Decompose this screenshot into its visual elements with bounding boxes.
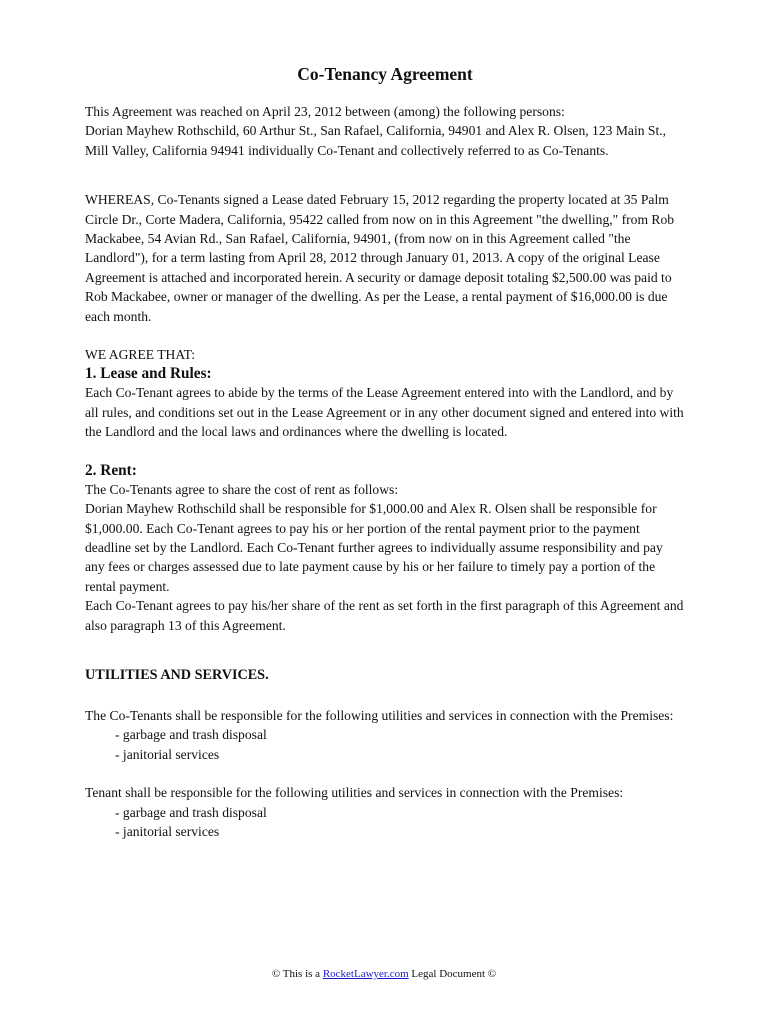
section-2-intro: The Co-Tenants agree to share the cost of rent as follows: xyxy=(85,481,399,497)
utilities-heading: UTILITIES AND SERVICES. xyxy=(85,666,269,683)
intro-parties: Dorian Mayhew Rothschild, 60 Arthur St., San Rafael, California, 94901 and Alex R. Olsen, 123 Main St., Mill Valley, California 94941 individually Co-Tenant and collectively referred to as Co-Tenants. xyxy=(85,123,667,158)
intro-line: This Agreement was reached on April 23, 2012 between (among) the following persons: xyxy=(85,104,565,119)
spacer xyxy=(85,326,685,345)
footer xyxy=(0,967,768,981)
rocketlawyer-link[interactable]: RocketLawyer.com xyxy=(322,968,409,980)
list-item: - garbage and trash disposal xyxy=(115,804,267,820)
spacer xyxy=(85,160,685,190)
we-agree-line: WE AGREE THAT: xyxy=(85,347,196,363)
section-2-heading: 2. Rent: xyxy=(85,461,137,479)
footer-prefix: © This is a xyxy=(271,968,323,980)
list-item: - garbage and trash disposal xyxy=(115,727,267,743)
section-1-body: Each Co-Tenant agrees to abide by the terms of the Lease Agreement entered into with the Landlord, and by all rules, and conditions set out in the Lease Agreement or in any other document signed and entered into with the Landlord and the local laws and ordinances where the dwelling is located. xyxy=(85,385,684,440)
list-item: - janitorial services xyxy=(115,823,220,839)
utilities-cotenants-list xyxy=(85,725,685,764)
utilities-tenant-intro: Tenant shall be responsible for the following utilities and services in connection with the Premises: xyxy=(85,785,624,801)
footer-suffix: Legal Document © xyxy=(408,968,497,980)
spacer xyxy=(85,442,685,461)
spacer xyxy=(85,764,685,783)
utilities-cotenants-intro: The Co-Tenants shall be responsible for the following utilities and services in connection with the Premises: xyxy=(85,707,674,723)
list-item: - janitorial services xyxy=(115,746,220,762)
section-1-heading: 1. Lease and Rules: xyxy=(85,365,212,383)
section-2-note: Each Co-Tenant agrees to pay his/her share of the rent as set forth in the first paragraph of this Agreement and also paragraph 13 of this Agreement. xyxy=(85,598,684,633)
whereas-paragraph: WHEREAS, Co-Tenants signed a Lease dated February 15, 2012 regarding the property located at 35 Palm Circle Dr., Corte Madera, California, 95422 called from now on in this Agreement "the dwelling," from Rob Mackabee, 54 Avian Rd., San Rafael, California, 94901, (from now on in this Agreement called "the Landlord"), for a term lasting from April 28, 2012 through January 01, 2013. A copy of the original Lease Agreement is attached and incorporated herein. A security or damage deposit totaling $2,500.00 was paid to Rob Mackabee, owner or manager of the dwelling. As per the Lease, a rental payment of $16,000.00 is due each month. xyxy=(85,192,675,324)
document-page xyxy=(85,62,685,841)
utilities-tenant-list xyxy=(85,803,685,842)
page-title: Co-Tenancy Agreement xyxy=(297,64,473,84)
section-2-body: Dorian Mayhew Rothschild shall be responsible for $1,000.00 and Alex R. Olsen shall be responsible for $1,000.00. Each Co-Tenant agrees to pay his or her portion of the rental payment prior to the payment deadline set by the Landlord. Each Co-Tenant further agrees to individually assume responsibility and pay any fees or charges assessed due to late payment cause by his or her failure to timely pay a portion of the rental payment. xyxy=(85,501,663,594)
